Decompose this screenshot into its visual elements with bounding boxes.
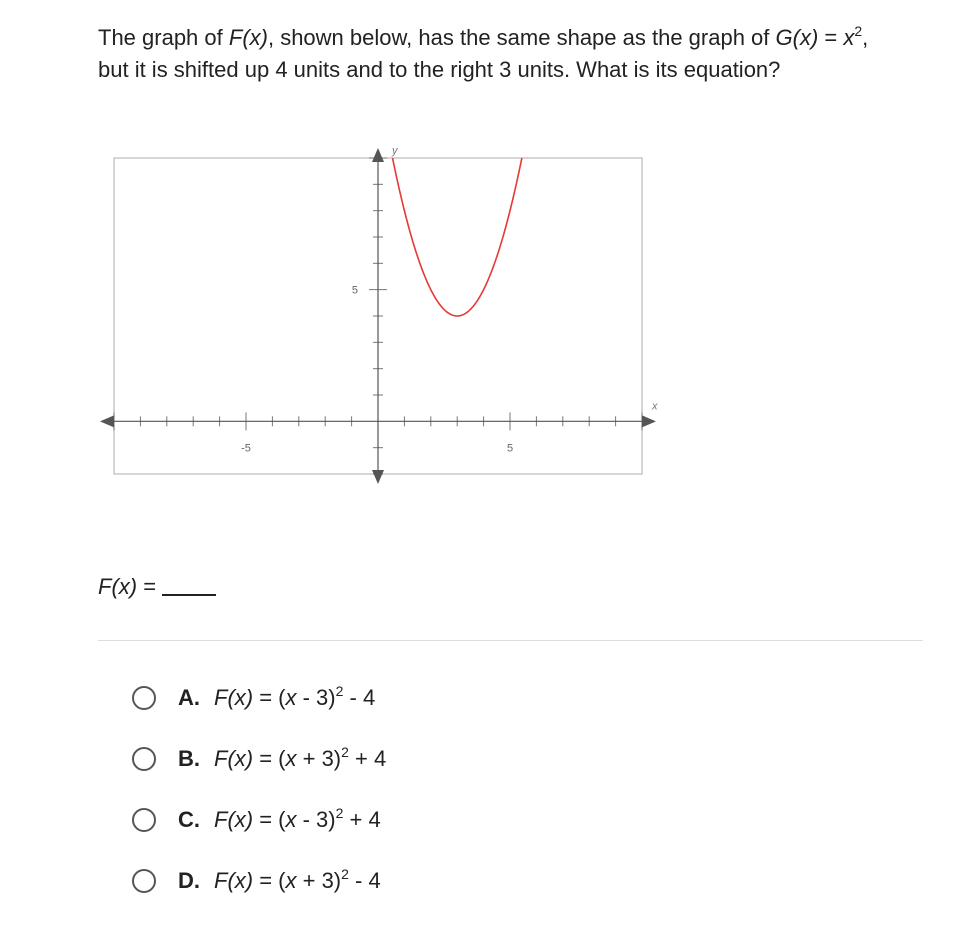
x-axis-arrow-left — [100, 415, 114, 427]
answer-prompt — [98, 574, 216, 600]
choice-c[interactable] — [132, 802, 381, 838]
parabola-curve — [393, 158, 522, 316]
x-tick-label-neg5: -5 — [241, 442, 251, 455]
choice-d[interactable] — [132, 863, 381, 899]
radio-button-b[interactable] — [132, 747, 156, 771]
choice-c-tail: + 4 — [343, 807, 381, 832]
x-axis-label: x — [652, 400, 658, 413]
choice-d-var: x — [285, 868, 297, 893]
y-axis-label: y — [392, 145, 398, 157]
x-tick-label-5: 5 — [506, 442, 514, 455]
function-graph — [96, 140, 676, 500]
choice-b-eq: = ( — [253, 746, 286, 771]
radio-button-d[interactable] — [132, 869, 156, 893]
choice-c-fx: F(x) — [214, 807, 254, 832]
question-exponent: 2 — [854, 23, 863, 39]
choice-a-tail: - 4 — [343, 685, 376, 710]
question-text — [98, 22, 878, 86]
choice-b-exp: 2 — [341, 744, 349, 760]
choice-c-eq: = ( — [253, 807, 286, 832]
answer-blank — [162, 584, 216, 596]
choice-b-tail: + 4 — [348, 746, 387, 771]
x-axis-arrow-right — [642, 415, 656, 427]
radio-button-a[interactable] — [132, 686, 156, 710]
choice-c-var: x — [285, 807, 297, 832]
choice-c-inner: - 3) — [296, 807, 336, 832]
choice-letter-b: B. — [178, 746, 200, 771]
question-part1: The graph of — [98, 25, 229, 50]
radio-button-c[interactable] — [132, 808, 156, 832]
question-gx: G(x) — [775, 25, 819, 50]
choice-c-exp: 2 — [335, 805, 344, 821]
choice-d-eq: = ( — [253, 868, 286, 893]
divider — [98, 640, 923, 641]
choice-letter-c: C. — [178, 807, 200, 832]
choice-d-fx: F(x) — [214, 868, 254, 893]
answer-fx: F(x) — [98, 574, 138, 599]
choice-a-eq: = ( — [253, 685, 286, 710]
choice-d-exp: 2 — [341, 866, 349, 882]
choice-expression-c — [214, 807, 381, 833]
choice-letter-a: A. — [178, 685, 200, 710]
question-fx: F(x) — [228, 25, 268, 50]
choice-b-var: x — [285, 746, 297, 771]
choice-letter-d: D. — [178, 868, 200, 893]
choice-a-fx: F(x) — [214, 685, 254, 710]
choice-b-inner: + 3) — [296, 746, 342, 771]
choice-expression-b — [214, 746, 386, 772]
choice-expression-d — [214, 868, 381, 894]
question-part3: = — [818, 25, 844, 50]
choice-a-inner: - 3) — [296, 685, 336, 710]
choice-d-inner: + 3) — [296, 868, 342, 893]
choice-d-tail: - 4 — [348, 868, 381, 893]
answer-equals: = — [137, 574, 157, 599]
question-x: x — [843, 25, 855, 50]
choice-expression-a — [214, 685, 375, 711]
choice-a-var: x — [285, 685, 297, 710]
y-tick-label-5: 5 — [351, 284, 358, 297]
question-part4: , but it is shifted up 4 units and to the right 3 units. What is its equation? — [98, 25, 869, 82]
y-axis-arrow-down — [372, 470, 384, 484]
y-axis-arrow-up — [372, 148, 384, 162]
choice-b[interactable] — [132, 741, 386, 777]
question-part2: , shown below, has the same shape as the graph of — [267, 25, 776, 50]
choice-a[interactable] — [132, 680, 375, 716]
choice-b-fx: F(x) — [214, 746, 254, 771]
choice-a-exp: 2 — [335, 683, 344, 699]
